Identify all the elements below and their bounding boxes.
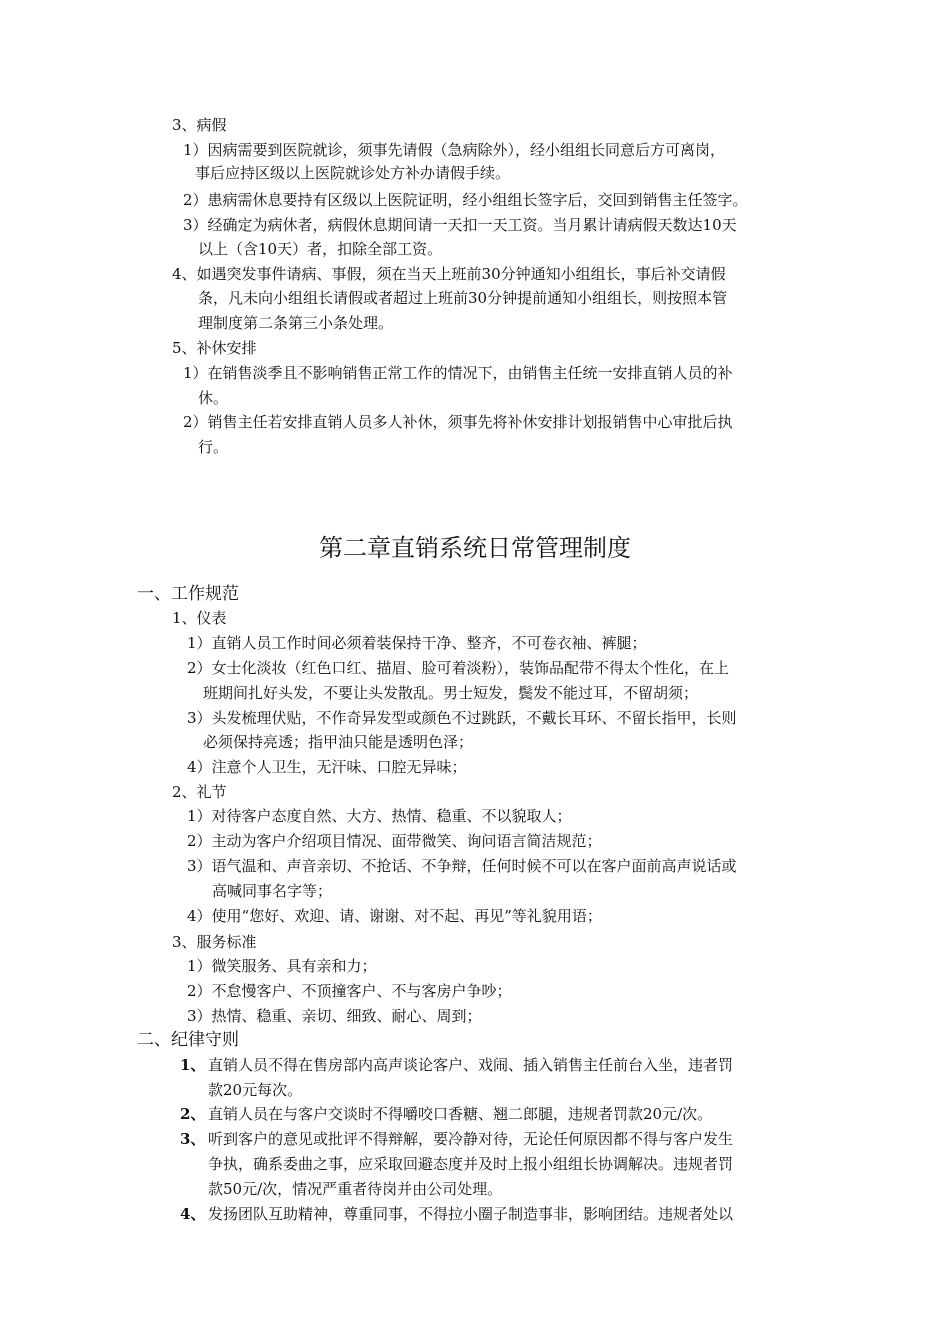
emergency-rule-line-3: 理制度第二条第三小条处理。 (198, 314, 394, 332)
appearance-title: 1、仪表 (172, 609, 227, 627)
etiquette-rule-1: 1）对待客户态度自然、大方、热情、稳重、不以貌取人； (187, 807, 572, 825)
service-rule-2: 2）不怠慢客户、不顶撞客户、不与客房户争吵； (187, 982, 512, 1000)
appearance-rule-3-line-1: 3）头发梳理伏贴，不作奇异发型或颜色不过跳跃，不戴长耳环、不留长指甲，长则 (187, 709, 737, 727)
appearance-rule-2-line-2: 班期间扎好头发，不要让头发散乱。男士短发，鬓发不能过耳，不留胡须； (203, 684, 699, 702)
emergency-rule-line-2: 条，凡未向小组组长请假或者超过上班前30分钟提前通知小组组长，则按照本管 (198, 289, 728, 307)
rest-rule-1-line-2: 休。 (198, 389, 229, 407)
discipline-rule-1-line-1: 直销人员不得在售房部内高声谈论客户、戏闹、插入销售主任前台入坐，违者罚 (208, 1056, 734, 1074)
sick-leave-title: 3、病假 (172, 116, 227, 134)
appearance-rule-1: 1）直销人员工作时间必须着装保持干净、整齐，不可卷衣袖、裤腿； (187, 634, 647, 652)
discipline-rule-3-number: 3、 (180, 1130, 206, 1148)
appearance-rule-4: 4）注意个人卫生，无汗味、口腔无异味； (187, 758, 467, 776)
etiquette-rule-4: 4）使用“您好、欢迎、请、谢谢、对不起、再见”等礼貌用语； (187, 907, 602, 925)
discipline-heading: 二、纪律守则 (137, 1030, 239, 1050)
etiquette-title: 2、礼节 (172, 783, 227, 801)
emergency-rule-line-1: 4、如遇突发事件请病、事假，须在当天上班前30分钟通知小组组长，事后补交请假 (172, 265, 726, 283)
etiquette-rule-3-line-1: 3）语气温和、声音亲切、不抢话、不争辩，任何时候不可以在客户面前高声说话或 (187, 857, 737, 875)
sick-rule-3-line-2: 以上（含10天）者，扣除全部工资。 (198, 240, 443, 258)
service-rule-1: 1）微笑服务、具有亲和力； (187, 957, 377, 975)
discipline-rule-1-number: 1、 (180, 1056, 206, 1074)
sick-rule-2: 2）患病需休息要持有区级以上医院证明，经小组组长签字后，交回到销售主任签字。 (183, 191, 748, 209)
discipline-rule-2: 直销人员在与客户交谈时不得嚼咬口香糖、翘二郎腿，违规者罚款20元/次。 (208, 1105, 713, 1123)
discipline-rule-4-number: 4、 (180, 1205, 206, 1223)
appearance-rule-2-line-1: 2）女士化淡妆（红色口红、描眉、脸可着淡粉），装饰品配带不得太个性化，在上 (187, 659, 730, 677)
appearance-rule-3-line-2: 必须保持亮透；指甲油只能是透明色泽； (203, 733, 474, 751)
service-rule-3: 3）热情、稳重、亲切、细致、耐心、周到； (187, 1007, 482, 1025)
sick-rule-3-line-1: 3）经确定为病休者，病假休息期间请一天扣一天工资。当月累计请病假天数达10天 (183, 216, 737, 234)
rest-title: 5、补休安排 (172, 339, 257, 357)
discipline-rule-3-line-3: 款50元/次，情况严重者待岗并由公司处理。 (208, 1180, 503, 1198)
work-norms-heading: 一、工作规范 (137, 584, 239, 604)
rest-rule-2-line-2: 行。 (198, 438, 229, 456)
discipline-rule-1-line-2: 款20元每次。 (208, 1081, 303, 1099)
discipline-rule-3-line-1: 听到客户的意见或批评不得辩解，要冷静对待，无论任何原因都不得与客户发生 (208, 1130, 734, 1148)
service-title: 3、服务标准 (172, 933, 257, 951)
rest-rule-2-line-1: 2）销售主任若安排直销人员多人补休，须事先将补休安排计划报销售中心审批后执 (183, 413, 733, 431)
rest-rule-1-line-1: 1）在销售淡季且不影响销售正常工作的情况下，由销售主任统一安排直销人员的补 (183, 364, 733, 382)
sick-rule-1-line-2: 事后应持区级以上医院就诊处方补办请假手续。 (195, 164, 511, 182)
sick-rule-1-line-1: 1）因病需要到医院就诊，须事先请假（急病除外），经小组组长同意后方可离岗， (183, 141, 726, 159)
etiquette-rule-2: 2）主动为客户介绍项目情况、面带微笑、询问语言简洁规范； (187, 832, 602, 850)
discipline-rule-2-number: 2、 (180, 1105, 206, 1123)
chapter-title: 第二章直销系统日常管理制度 (319, 534, 631, 562)
etiquette-rule-3-line-2: 高喊同事名字等； (212, 882, 333, 900)
discipline-rule-4-line-1: 发扬团队互助精神，尊重同事，不得拉小圈子制造事非，影响团结。违规者处以 (208, 1205, 734, 1223)
discipline-rule-3-line-2: 争执，确系委曲之事，应采取回避态度并及时上报小组组长协调解决。违规者罚 (208, 1155, 734, 1173)
